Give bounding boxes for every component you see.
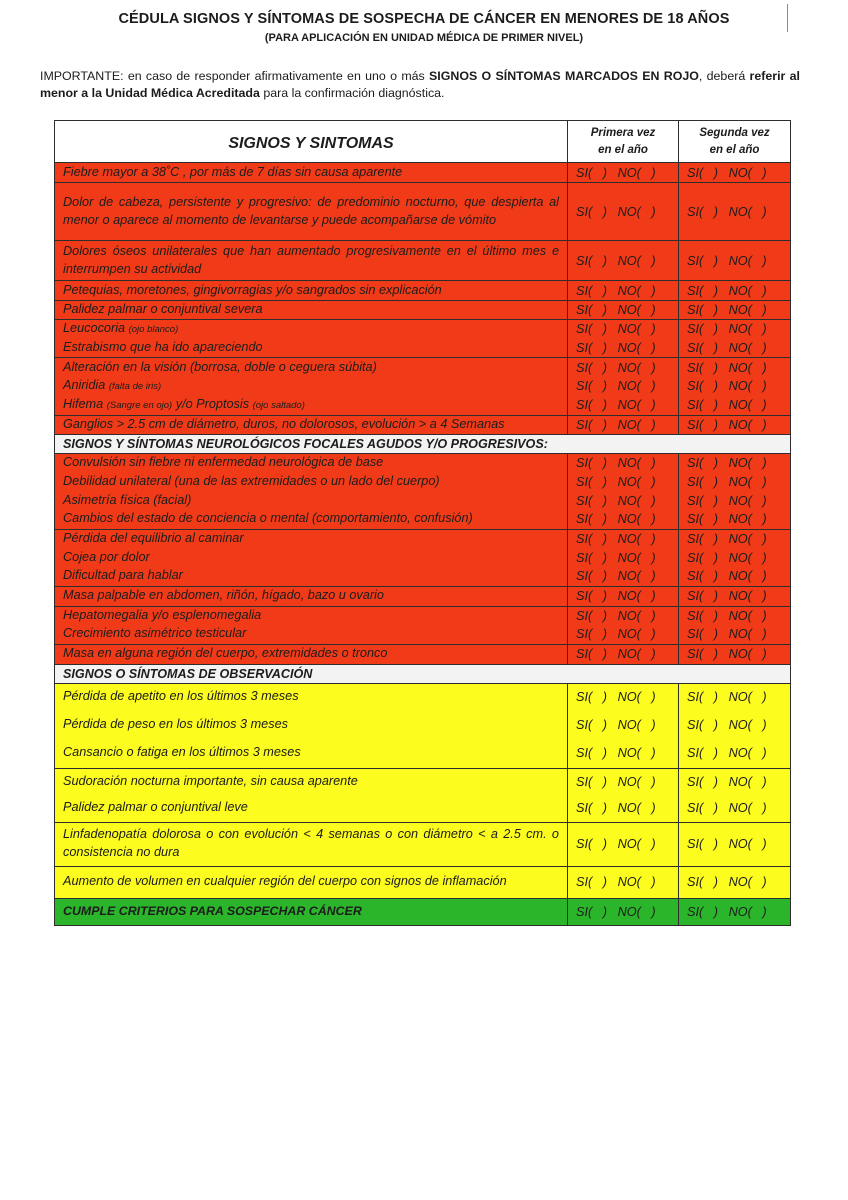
answer-first[interactable]: SI( ) NO( ) [568, 510, 679, 529]
answer-second[interactable]: SI( ) NO( ) [679, 281, 791, 301]
answer-second[interactable]: SI( ) NO( ) [679, 358, 791, 377]
header-second-time [679, 121, 791, 163]
answer-second[interactable]: SI( ) NO( ) [679, 739, 791, 768]
table-row [55, 396, 791, 415]
answer-first[interactable]: SI( ) NO( ) [568, 548, 679, 567]
section-title-neurologic: SIGNOS Y SÍNTOMAS NEUROLÓGICOS FOCALES AGUDOS Y/O PROGRESIVOS: [55, 434, 791, 453]
sign-hifema: Hifema [63, 396, 104, 411]
answer-first[interactable]: SI( ) NO( ) [568, 795, 679, 822]
table-row [55, 644, 791, 664]
answer-first[interactable]: SI( ) NO( ) [568, 163, 679, 183]
answer-first[interactable]: SI( ) NO( ) [568, 453, 679, 472]
answer-first[interactable]: SI( ) NO( ) [568, 529, 679, 548]
symptoms-checklist-table [54, 120, 791, 926]
answer-second[interactable]: SI( ) NO( ) [679, 415, 791, 434]
sign-label: Aumento de volumen en cualquier región del cuerpo con signos de inflamación [55, 866, 568, 898]
answer-first[interactable]: SI( ) NO( ) [568, 866, 679, 898]
table-row [55, 625, 791, 644]
answer-first[interactable]: SI( ) NO( ) [568, 491, 679, 510]
answer-second[interactable]: SI( ) NO( ) [679, 768, 791, 795]
table-row [55, 453, 791, 472]
table-row [55, 472, 791, 491]
answer-first[interactable]: SI( ) NO( ) [568, 415, 679, 434]
sign-label [55, 320, 568, 339]
answer-second[interactable]: SI( ) NO( ) [679, 183, 791, 241]
header-signs: SIGNOS Y SINTOMAS [55, 121, 568, 163]
sign-label: Debilidad unilateral (una de las extremidades o un lado del cuerpo) [55, 472, 568, 491]
header-second-line2: en el año [709, 143, 760, 156]
sign-label: Palidez palmar o conjuntival leve [55, 795, 568, 822]
sign-label: Crecimiento asimétrico testicular [55, 625, 568, 644]
table-row [55, 768, 791, 795]
answer-first[interactable]: SI( ) NO( ) [568, 567, 679, 586]
table-row [55, 301, 791, 320]
answer-second[interactable]: SI( ) NO( ) [679, 301, 791, 320]
sign-label: Cansancio o fatiga en los últimos 3 meses [55, 739, 568, 768]
answer-first[interactable]: SI( ) NO( ) [568, 898, 679, 925]
sign-label: Pérdida de peso en los últimos 3 meses [55, 711, 568, 739]
table-row [55, 339, 791, 358]
table-row [55, 358, 791, 377]
table-row [55, 241, 791, 281]
answer-first[interactable]: SI( ) NO( ) [568, 396, 679, 415]
section-title-observation: SIGNOS O SÍNTOMAS DE OBSERVACIÓN [55, 664, 791, 683]
answer-first[interactable]: SI( ) NO( ) [568, 822, 679, 866]
document-title: CÉDULA SIGNOS Y SÍNTOMAS DE SOSPECHA DE CÁNCER EN MENORES DE 18 AÑOS [118, 11, 730, 27]
sign-label: Estrabismo que ha ido apareciendo [55, 339, 568, 358]
note-sangre-ojo: (Sangre en ojo) [106, 399, 173, 411]
answer-first[interactable]: SI( ) NO( ) [568, 183, 679, 241]
sign-label: Convulsión sin fiebre ni enfermedad neurológica de base [55, 453, 568, 472]
note-ojo-blanco: (ojo blanco) [128, 324, 179, 335]
table-row [55, 510, 791, 529]
answer-first[interactable]: SI( ) NO( ) [568, 586, 679, 606]
sign-label: Petequias, moretones, gingivorragias y/o sangrados sin explicación [55, 281, 568, 301]
answer-second[interactable]: SI( ) NO( ) [679, 586, 791, 606]
criteria-label: CUMPLE CRITERIOS PARA SOSPECHAR CÁNCER [55, 898, 568, 925]
answer-first[interactable]: SI( ) NO( ) [568, 644, 679, 664]
sign-aniridia: Aniridia [63, 377, 106, 392]
sign-label: Linfadenopatía dolorosa o con evolución < 4 semanas o con diámetro < a 2.5 cm. o consistencia no dura [55, 822, 568, 866]
notice-bold-refer: referir al menor a la Unidad Médica Acreditada [40, 69, 800, 100]
sign-label: Ganglios > 2.5 cm de diámetro, duros, no dolorosos, evolución > a 4 Semanas [55, 415, 568, 434]
sign-label: Cojea por dolor [55, 548, 568, 567]
answer-second[interactable]: SI( ) NO( ) [679, 822, 791, 866]
notice-text-2: , deberá [698, 69, 750, 83]
answer-second[interactable]: SI( ) NO( ) [679, 396, 791, 415]
sign-leucocoria: Leucocoria [63, 321, 126, 335]
answer-first[interactable]: SI( ) NO( ) [568, 625, 679, 644]
header-first-line1: Primera vez [590, 126, 656, 139]
sign-label [55, 377, 568, 396]
section-row-neurologic [55, 434, 791, 453]
answer-second[interactable]: SI( ) NO( ) [679, 548, 791, 567]
sign-label: Dificultad para hablar [55, 567, 568, 586]
note-ojo-saltado: (ojo saltado) [252, 399, 305, 411]
sign-label: Sudoración nocturna importante, sin causa aparente [55, 768, 568, 795]
answer-second[interactable]: SI( ) NO( ) [679, 377, 791, 396]
table-row [55, 415, 791, 434]
notice-text-1: IMPORTANTE: en caso de responder afirmativamente en uno o más [40, 69, 430, 83]
table-row [55, 606, 791, 625]
answer-second[interactable]: SI( ) NO( ) [679, 163, 791, 183]
answer-first[interactable]: SI( ) NO( ) [568, 711, 679, 739]
answer-second[interactable]: SI( ) NO( ) [679, 510, 791, 529]
answer-second[interactable]: SI( ) NO( ) [679, 866, 791, 898]
answer-first[interactable]: SI( ) NO( ) [568, 339, 679, 358]
sign-label: Hepatomegalia y/o esplenomegalia [55, 606, 568, 625]
answer-second[interactable]: SI( ) NO( ) [679, 795, 791, 822]
sign-label: Pérdida del equilibrio al caminar [55, 529, 568, 548]
table-row [55, 683, 791, 711]
sign-label: Masa en alguna región del cuerpo, extremidades o tronco [55, 644, 568, 664]
answer-second[interactable]: SI( ) NO( ) [679, 625, 791, 644]
sign-label: Dolor de cabeza, persistente y progresivo: de predominio nocturno, que despierta al menor o aparece al momento de levantarse y puede acompañarse de vómito [55, 183, 568, 241]
answer-second[interactable]: SI( ) NO( ) [679, 320, 791, 339]
table-row [55, 567, 791, 586]
answer-second[interactable]: SI( ) NO( ) [679, 567, 791, 586]
answer-first[interactable]: SI( ) NO( ) [568, 301, 679, 320]
sign-label: Masa palpable en abdomen, riñón, hígado, bazo u ovario [55, 586, 568, 606]
sign-proptosis: y/o Proptosis [172, 396, 253, 411]
table-row [55, 822, 791, 866]
sign-label: Fiebre mayor a 38˚C , por más de 7 días sin causa aparente [55, 163, 568, 183]
table-row [55, 711, 791, 739]
table-row [55, 377, 791, 396]
header-first-line2: en el año [598, 143, 648, 156]
answer-second[interactable]: SI( ) NO( ) [679, 472, 791, 491]
table-row [55, 866, 791, 898]
answer-first[interactable]: SI( ) NO( ) [568, 768, 679, 795]
answer-first[interactable]: SI( ) NO( ) [568, 281, 679, 301]
section-row-observation [55, 664, 791, 683]
note-falta-iris: (falta de iris) [108, 380, 162, 392]
table-row [55, 795, 791, 822]
sign-label: Palidez palmar o conjuntival severa [55, 301, 568, 320]
answer-second[interactable]: SI( ) NO( ) [679, 453, 791, 472]
answer-second[interactable]: SI( ) NO( ) [679, 644, 791, 664]
answer-second[interactable]: SI( ) NO( ) [679, 606, 791, 625]
sign-label: Cambios del estado de conciencia o mental (comportamiento, confusión) [55, 510, 568, 529]
table-row [55, 320, 791, 339]
important-notice [40, 68, 800, 102]
answer-first[interactable]: SI( ) NO( ) [568, 241, 679, 281]
answer-second[interactable]: SI( ) NO( ) [679, 339, 791, 358]
table-row [55, 739, 791, 768]
answer-second[interactable]: SI( ) NO( ) [679, 898, 791, 925]
header-first-time [568, 121, 679, 163]
table-row [55, 281, 791, 301]
answer-second[interactable]: SI( ) NO( ) [679, 683, 791, 711]
table-row [55, 548, 791, 567]
sign-label: Pérdida de apetito en los últimos 3 meses [55, 683, 568, 711]
table-row [55, 529, 791, 548]
answer-first[interactable]: SI( ) NO( ) [568, 358, 679, 377]
answer-first[interactable]: SI( ) NO( ) [568, 739, 679, 768]
answer-first[interactable]: SI( ) NO( ) [568, 320, 679, 339]
table-row [55, 183, 791, 241]
answer-first[interactable]: SI( ) NO( ) [568, 606, 679, 625]
notice-text-3: para la confirmación diagnóstica. [259, 86, 445, 100]
table-row [55, 586, 791, 606]
answer-first[interactable]: SI( ) NO( ) [568, 683, 679, 711]
table-row [55, 491, 791, 510]
table-header-row [55, 121, 791, 163]
header-second-line1: Segunda vez [699, 126, 770, 139]
document-subtitle: (PARA APLICACIÓN EN UNIDAD MÉDICA DE PRIMER NIVEL) [264, 32, 584, 44]
answer-first[interactable]: SI( ) NO( ) [568, 472, 679, 491]
sign-label: Dolores óseos unilaterales que han aumentado progresivamente en el último mes e interrumpen su actividad [55, 241, 568, 281]
answer-second[interactable]: SI( ) NO( ) [679, 241, 791, 281]
answer-second[interactable]: SI( ) NO( ) [679, 491, 791, 510]
sign-label [55, 396, 568, 415]
notice-bold-red-signs: SIGNOS O SÍNTOMAS MARCADOS EN ROJO [429, 69, 699, 83]
answer-second[interactable]: SI( ) NO( ) [679, 711, 791, 739]
sign-label: Alteración en la visión (borrosa, doble o ceguera súbita) [55, 358, 568, 377]
answer-second[interactable]: SI( ) NO( ) [679, 529, 791, 548]
sign-label: Asimetría física (facial) [55, 491, 568, 510]
answer-first[interactable]: SI( ) NO( ) [568, 377, 679, 396]
table-row [55, 163, 791, 183]
criteria-row [55, 898, 791, 925]
